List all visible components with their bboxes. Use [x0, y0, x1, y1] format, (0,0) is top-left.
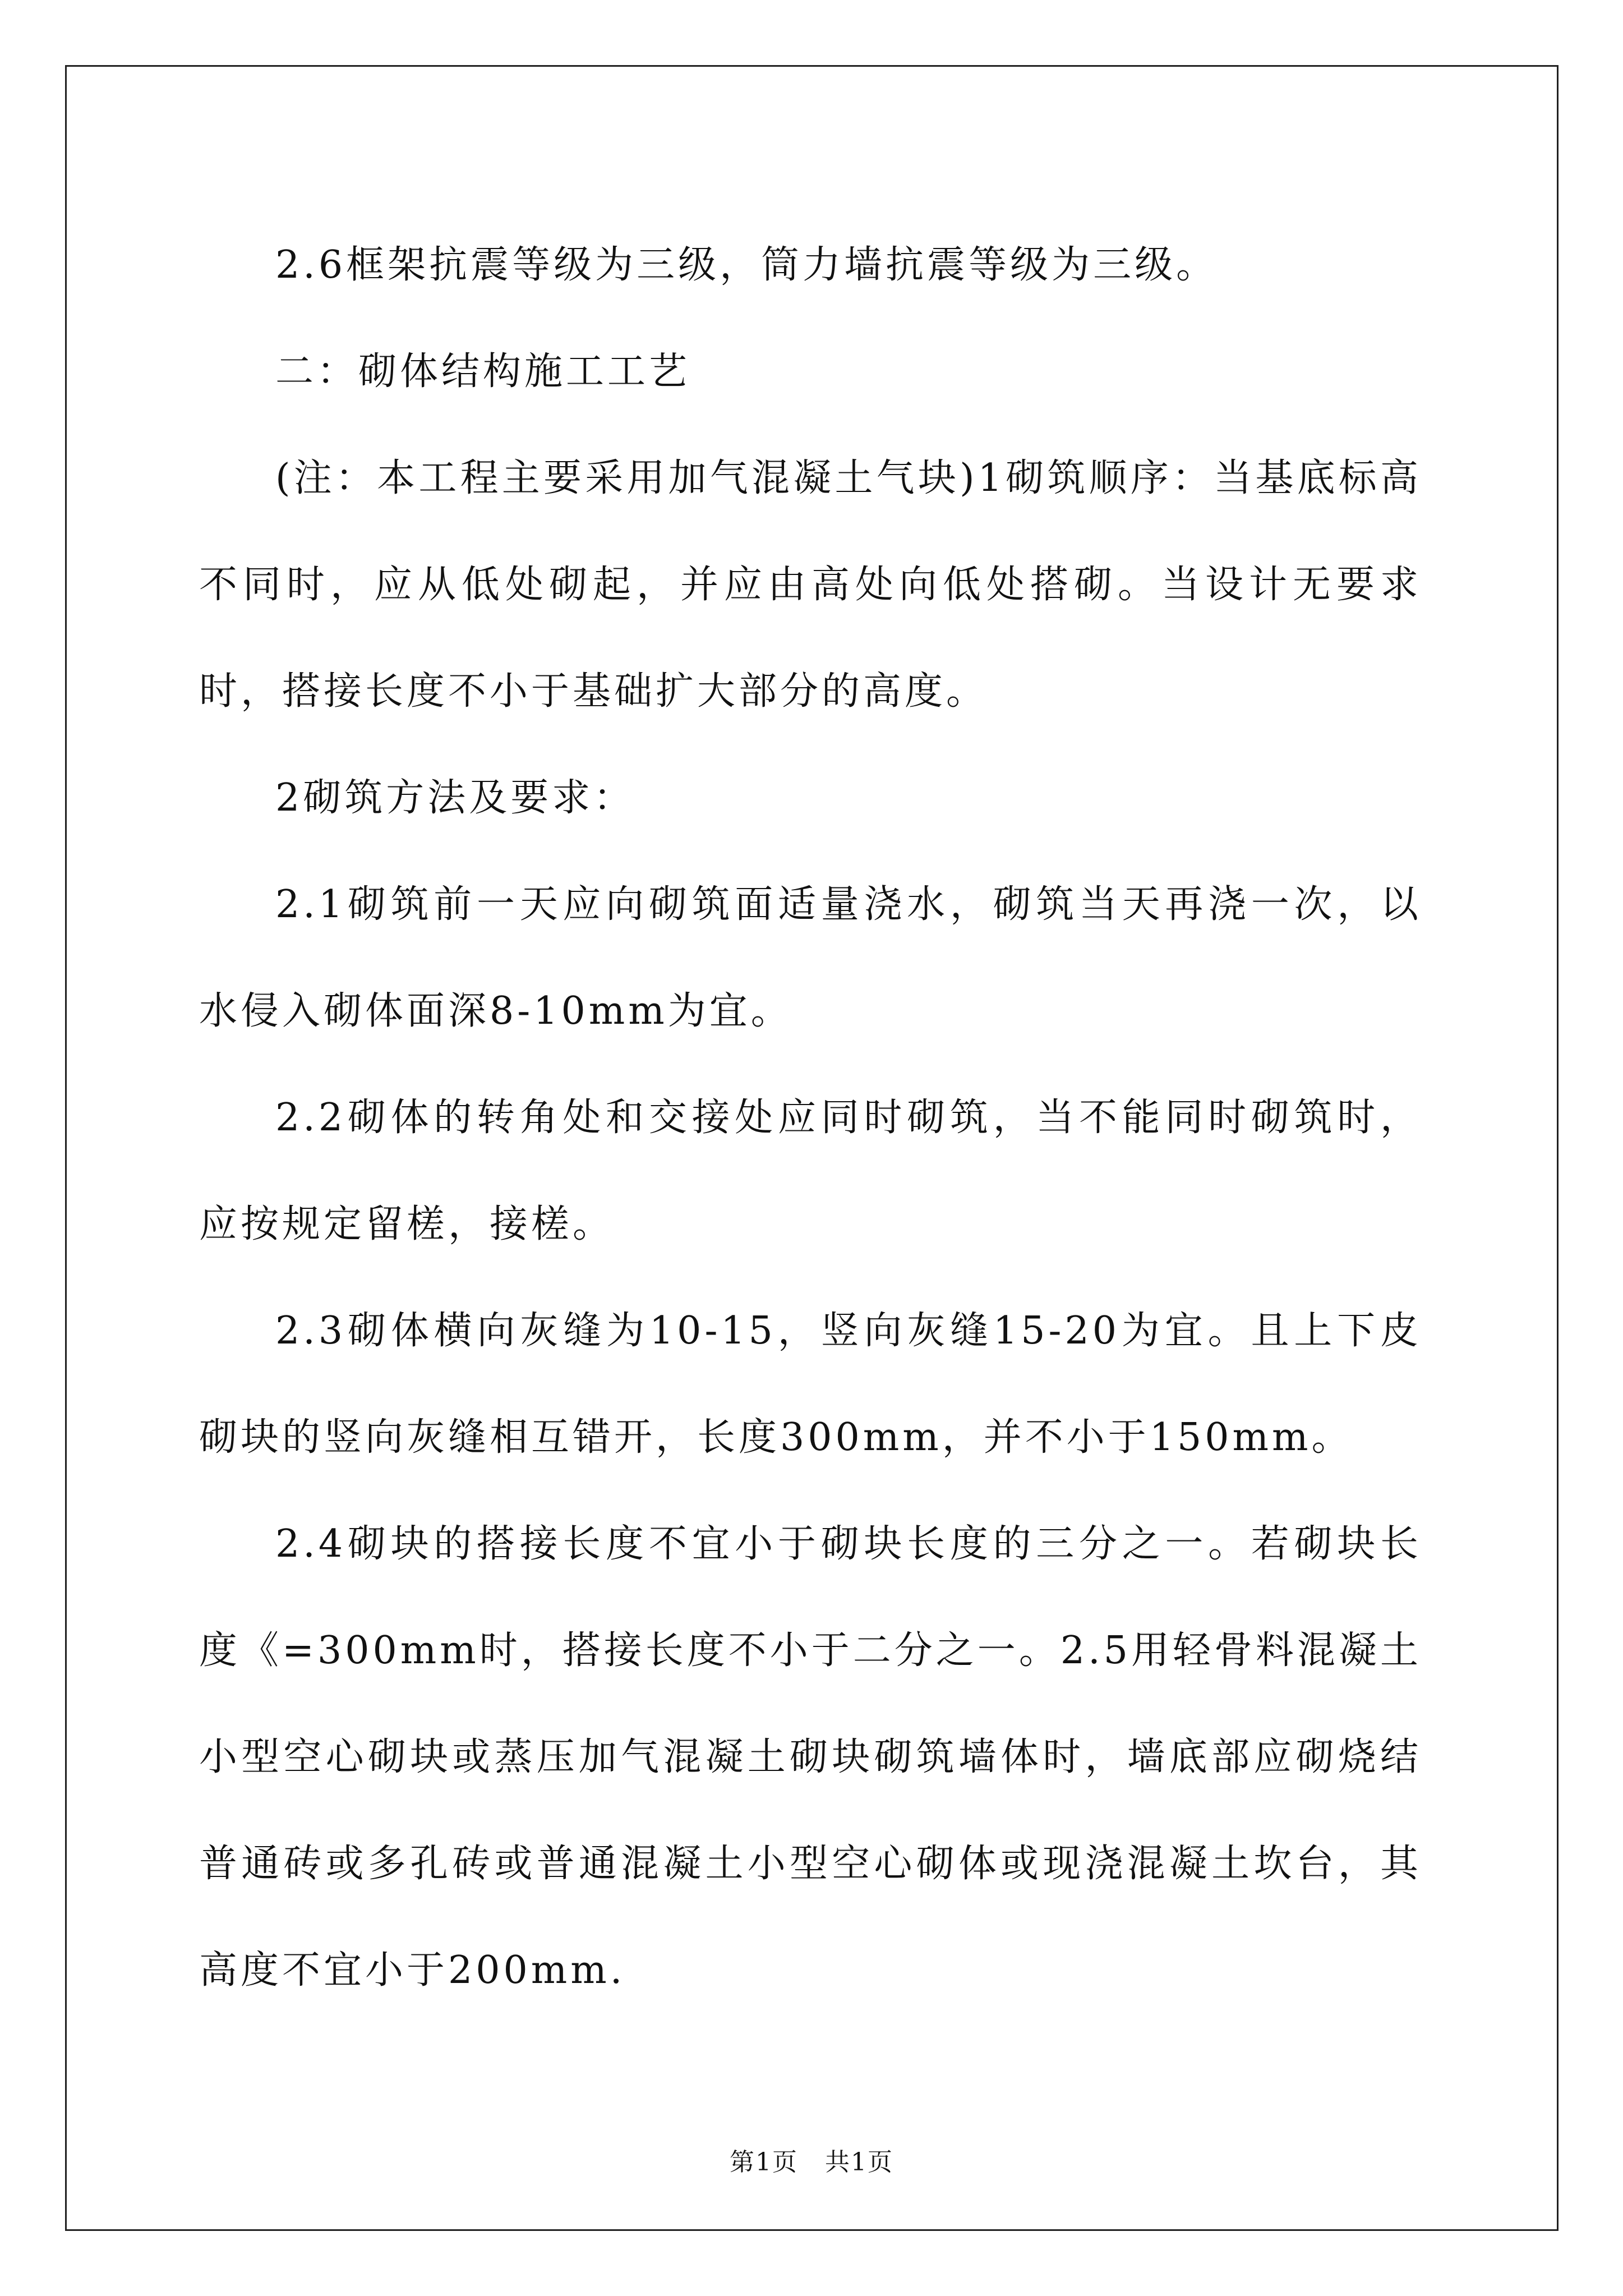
paragraph-masonry-sequence: (注：本工程主要采用加气混凝土气块)1砌筑顺序：当基底标高不同时，应从低处砌起，并应由高处向低处搭砌。当设计无要求时，搭接长度不小于基础扩大部分的高度。 [199, 456, 1422, 714]
paragraph-2-1: 2.1砌筑前一天应向砌筑面适量浇水，砌筑当天再浇一次，以水侵入砌体面深8-10mm为宜。 [199, 882, 1422, 1033]
paragraph-seismic-grade: 2.6框架抗震等级为三级，筒力墙抗震等级为三级。 [275, 243, 1218, 287]
page-total: 共1页 [824, 2148, 893, 2177]
paragraph-2-3: 2.3砌体横向灰缝为10-15，竖向灰缝15-20为宜。且上下皮砌块的竖向灰缝相互错开，长度300mm，并不小于150mm。 [199, 1309, 1422, 1460]
document-body [199, 212, 1422, 2024]
footer-spacer [798, 2148, 825, 2177]
paragraph-2-2: 2.2砌体的转角处和交接处应同时砌筑，当不能同时砌筑时，应按规定留槎，接槎。 [199, 1096, 1422, 1246]
paragraph-2-4: 2.4砌块的搭接长度不宜小于砌块长度的三分之一。若砌块长度《=300mm时，搭接长度不小于二分之一。2.5用轻骨料混凝土小型空心砌块或蒸压加气混凝土砌块砌筑墙体时，墙底部应砌烧结普通砖或多孔砖或普通混凝土小型空心砌体或现浇混凝土坎台，其高度不宜小于200mm. [199, 1522, 1422, 1993]
paragraph-methods-heading: 2砌筑方法及要求： [275, 776, 635, 820]
page-footer [0, 2146, 1623, 2179]
page-number: 第1页 [730, 2148, 799, 2177]
section-heading-masonry: 二：砌体结构施工工艺 [275, 349, 691, 394]
